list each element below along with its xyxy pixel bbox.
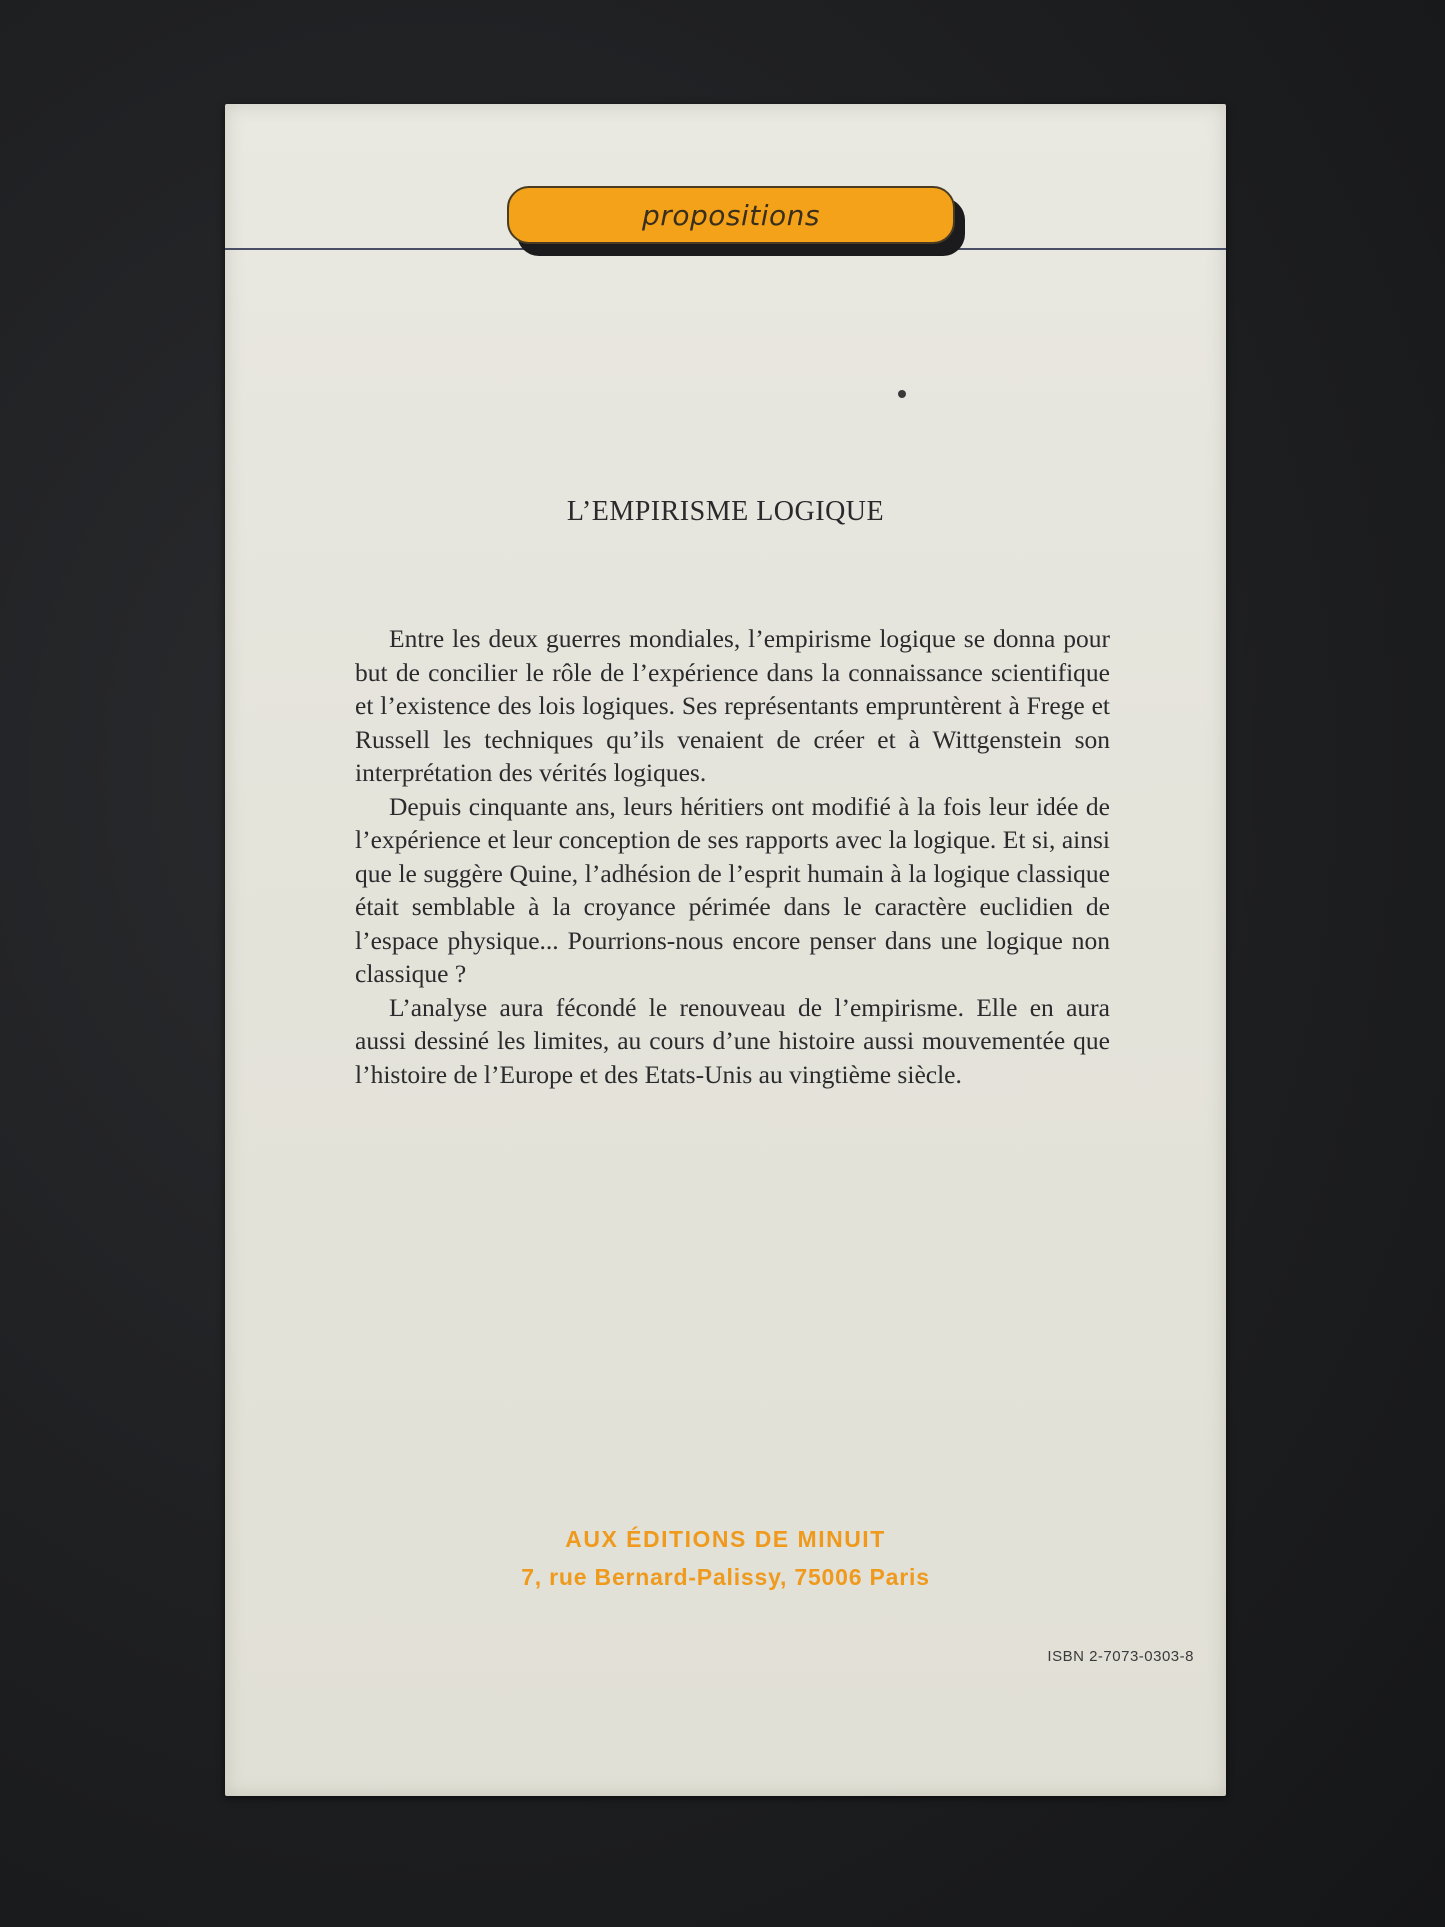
isbn: ISBN 2-7073-0303-8 [1047, 1648, 1194, 1665]
book-back-cover [225, 104, 1226, 1796]
blurb-paragraph-1: Entre les deux guerres mondiales, l’empirisme logique se donna pour but de concilier le rôle de l’expérience dans la connaissance scientifique et l’existence des lois logiques. Ses représentants empruntèrent à Frege et Russell les techniques qu’ils venaient de créer et à Wittgenstein son interprétation des vérités logiques. [355, 624, 1110, 787]
book-title: L’EMPIRISME LOGIQUE [566, 496, 885, 527]
series-badge-label-box [507, 186, 955, 244]
blurb-paragraph-2: Depuis cinquante ans, leurs héritiers ont modifié à la fois leur idée de l’expérience et leur conception de ses rapports avec la logique. Et si, ainsi que le suggère Quine, l’adhésion de l’esprit humain à la logique classique était semblable à la croyance périmée dans le caractère euclidien de l’espace physique... Pourrions-nous encore penser dans une logique non classique ? [355, 791, 1110, 988]
paper-speck [898, 390, 906, 398]
blurb [355, 622, 1110, 1091]
publisher-block [225, 1520, 1226, 1596]
blurb-paragraph-3: L’analyse aura fécondé le renouveau de l’empirisme. Elle en aura aussi dessiné les limites, au cours d’une histoire aussi mouvementée que l’histoire de l’Europe et des Etats-Unis au vingtième siècle. [355, 992, 1110, 1089]
series-label: propositions [642, 198, 820, 232]
publisher-name: AUX ÉDITIONS DE MINUIT [565, 1526, 886, 1552]
series-badge [507, 186, 969, 262]
publisher-address: 7, rue Bernard-Palissy, 75006 Paris [521, 1564, 930, 1590]
